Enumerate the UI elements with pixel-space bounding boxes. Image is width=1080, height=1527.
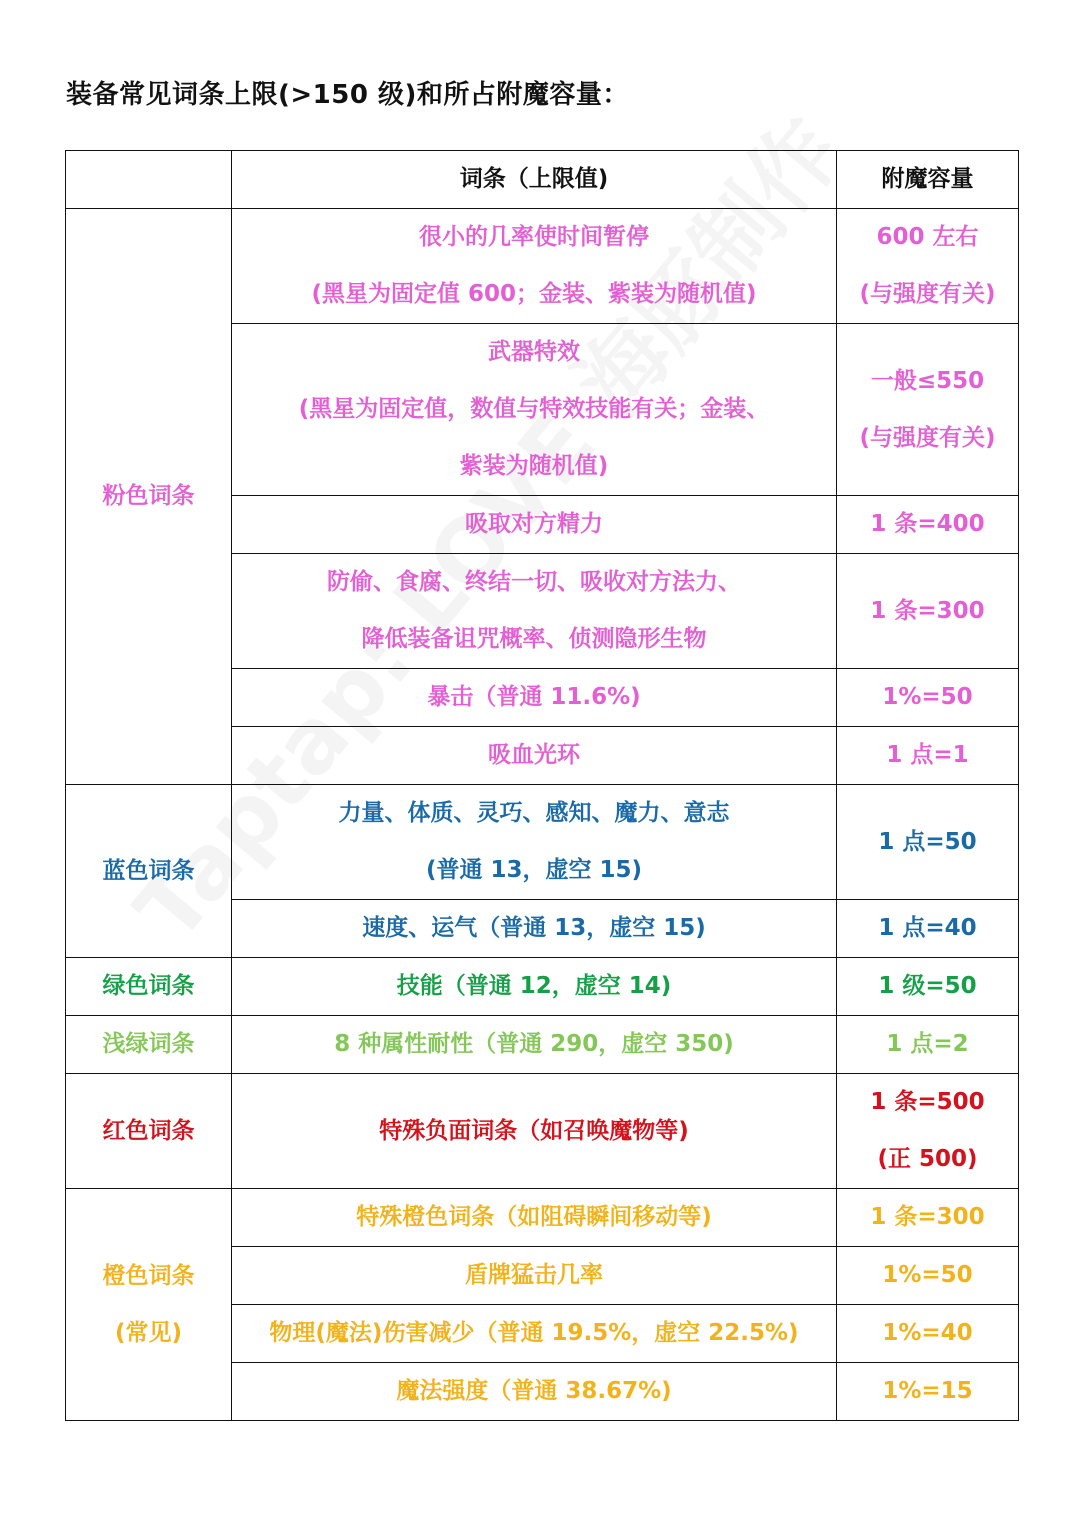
capacity-line: 1%=50 xyxy=(882,1262,973,1288)
capacity-line: 1%=15 xyxy=(882,1378,973,1404)
capacity-line: 1 点=50 xyxy=(878,828,977,855)
capacity-line: 1 级=50 xyxy=(878,973,977,999)
capacity-line: 1 条=300 xyxy=(870,1204,985,1230)
term-line: (黑星为固定值，数值与特效技能有关；金装、 xyxy=(298,396,770,422)
capacity-cell xyxy=(837,209,1019,324)
term-cell xyxy=(232,496,837,554)
term-line: (普通 13，虚空 15) xyxy=(425,857,643,883)
table-row xyxy=(66,785,1019,900)
table-row xyxy=(66,1016,1019,1074)
term-line: 紫装为随机值) xyxy=(459,453,609,479)
group-label-orange xyxy=(66,1189,232,1421)
term-line: 暴击（普通 11.6%) xyxy=(427,684,641,710)
header-blank-cell xyxy=(66,151,232,209)
term-cell xyxy=(232,209,837,324)
group-label-green: 绿色词条 xyxy=(66,958,232,1016)
capacity-line: 1%=40 xyxy=(882,1320,973,1346)
term-line: 特殊负面词条（如召唤魔物等) xyxy=(379,1117,689,1144)
capacity-cell xyxy=(837,785,1019,900)
term-line: 力量、体质、灵巧、感知、魔力、意志 xyxy=(338,800,730,826)
capacity-cell xyxy=(837,496,1019,554)
term-cell xyxy=(232,1363,837,1421)
capacity-cell xyxy=(837,669,1019,727)
term-line: 降低装备诅咒概率、侦测隐形生物 xyxy=(361,626,707,652)
page-title: 装备常见词条上限(>150 级)和所占附魔容量： xyxy=(66,80,629,110)
term-line: 魔法强度（普通 38.67%) xyxy=(396,1378,672,1404)
term-line: 防偷、食腐、终结一切、吸收对方法力、 xyxy=(327,569,741,595)
term-cell xyxy=(232,1074,837,1189)
group-label-blue: 蓝色词条 xyxy=(66,785,232,958)
capacity-cell xyxy=(837,1074,1019,1189)
capacity-line: (与强度有关) xyxy=(859,281,996,307)
term-cell xyxy=(232,958,837,1016)
term-line: 盾牌猛击几率 xyxy=(465,1262,603,1288)
capacity-cell xyxy=(837,1363,1019,1421)
term-cell xyxy=(232,1305,837,1363)
group-label-pink: 粉色词条 xyxy=(66,209,232,785)
term-line: 速度、运气（普通 13，虚空 15) xyxy=(362,915,706,941)
table-row xyxy=(66,1074,1019,1189)
table-header-row xyxy=(66,151,1019,209)
capacity-cell xyxy=(837,900,1019,958)
capacity-line: 一般≤550 xyxy=(870,367,985,394)
term-cell xyxy=(232,1016,837,1074)
term-cell xyxy=(232,785,837,900)
terms-table xyxy=(65,150,1019,1421)
header-capacity: 附魔容量 xyxy=(837,151,1019,209)
capacity-cell xyxy=(837,958,1019,1016)
term-cell xyxy=(232,727,837,785)
capacity-line: 1 点=1 xyxy=(886,742,969,768)
capacity-line: (正 500) xyxy=(877,1146,978,1172)
capacity-line: 1 条=300 xyxy=(870,597,985,624)
capacity-line: 1%=50 xyxy=(882,684,973,710)
term-cell xyxy=(232,324,837,496)
capacity-cell xyxy=(837,727,1019,785)
term-cell xyxy=(232,1189,837,1247)
capacity-cell xyxy=(837,1189,1019,1247)
capacity-cell xyxy=(837,1016,1019,1074)
capacity-cell xyxy=(837,1247,1019,1305)
table-row xyxy=(66,958,1019,1016)
term-line: 吸血光环 xyxy=(488,742,580,768)
capacity-line: (与强度有关) xyxy=(859,424,996,451)
capacity-line: 1 条=500 xyxy=(870,1089,985,1115)
term-line: 物理(魔法)伤害减少（普通 19.5%，虚空 22.5%) xyxy=(269,1320,799,1346)
term-line: 技能（普通 12，虚空 14) xyxy=(396,973,672,999)
group-label-line: (常见) xyxy=(114,1319,183,1346)
capacity-cell xyxy=(837,324,1019,496)
term-line: 8 种属性耐性（普通 290，虚空 350) xyxy=(334,1031,734,1057)
term-cell xyxy=(232,1247,837,1305)
table-row xyxy=(66,1189,1019,1247)
capacity-line: 1 点=2 xyxy=(886,1031,969,1057)
header-term: 词条（上限值) xyxy=(232,151,837,209)
group-label-lightgreen: 浅绿词条 xyxy=(66,1016,232,1074)
group-label-red: 红色词条 xyxy=(66,1074,232,1189)
group-label-line: 橙色词条 xyxy=(102,1262,195,1289)
term-line: 特殊橙色词条（如阻碍瞬间移动等) xyxy=(356,1204,712,1230)
term-cell xyxy=(232,554,837,669)
capacity-line: 1 点=40 xyxy=(878,915,977,941)
term-line: 吸取对方精力 xyxy=(465,511,603,537)
term-line: (黑星为固定值 600；金装、紫装为随机值) xyxy=(311,281,757,307)
term-line: 很小的几率使时间暂停 xyxy=(419,224,649,250)
capacity-cell xyxy=(837,1305,1019,1363)
term-cell xyxy=(232,900,837,958)
table-row xyxy=(66,209,1019,324)
capacity-cell xyxy=(837,554,1019,669)
capacity-line: 600 左右 xyxy=(876,224,979,250)
term-line: 武器特效 xyxy=(488,339,580,365)
term-cell xyxy=(232,669,837,727)
capacity-line: 1 条=400 xyxy=(870,511,985,537)
